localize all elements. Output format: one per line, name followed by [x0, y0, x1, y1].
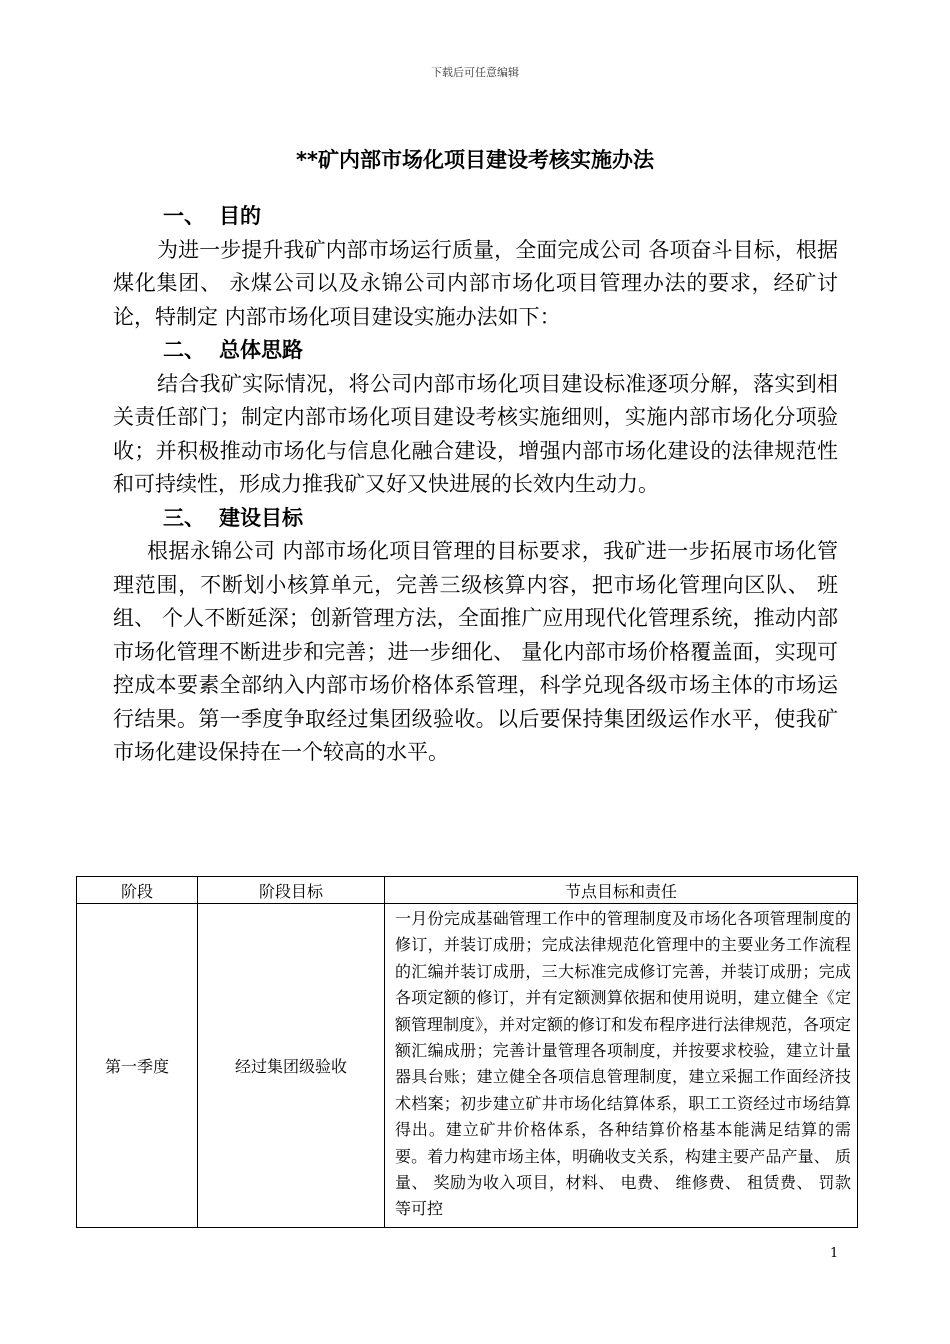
section-title: 建设目标	[219, 505, 303, 530]
section-number: 一、	[163, 204, 205, 228]
section-paragraph-3: 根据永锦公司 内部市场化项目管理的目标要求，我矿进一步拓展市场化管理范围，不断划小核算单元，完善三级核算内容，把市场化管理向区队、 班组、 个人不断延深；创新管理方法，全面推广应用现代化管理系统，推动内部市场化管理不断进步和完善；进一步细化、 量化内部市场价格覆盖面，实现可控成本要素全部纳入内部市场价格体系管理，科学兑现各级市场主体的市场运行结果。第一季度争取经过集团级验收。以后要保持集团级运作水平，使我矿市场化建设保持在一个较高的水平。	[113, 539, 838, 764]
responsibility-cell: 一月份完成基础管理工作中的管理制度及市场化各项管理制度的修订，并装订成册；完成法律规范化管理中的主要业务工作流程的汇编并装订成册，三大标准完成修订完善，并装订成册；完成各项定额的修订，并有定额测算依据和使用说明，建立健全《定额管理制度》，并对定额的修订和发布程序进行法律规范，各项定额汇编成册；完善计量管理各项制度，并按要求校验，建立计量器具台账；建立健全各项信息管理制度，建立采掘工作面经济技术档案；初步建立矿井市场化结算体系，职工工资经过市场结算得出。建立矿井价格体系，各种结算价格基本能满足结算的需要。着力构建市场主体，明确收支关系，构建主要产品产量、 质量、 奖励为收入项目，材料、 电费、 维修费、 租赁费、 罚款等可控	[385, 904, 858, 1228]
section-number: 二、	[163, 338, 205, 362]
section-heading-1	[113, 200, 838, 234]
stage-table	[76, 876, 858, 1228]
section-heading-3	[113, 502, 838, 536]
section-paragraph-2: 结合我矿实际情况，将公司内部市场化项目建设标准逐项分解，落实到相关责任部门；制定内部市场化项目建设考核实施细则，实施内部市场化分项验收；并积极推动市场化与信息化融合建设，增强内部市场化建设的法律规范性和可持续性，形成力推我矿又好又快进展的长效内生动力。	[113, 371, 838, 496]
document-body	[113, 200, 838, 770]
section-title: 总体思路	[219, 338, 303, 362]
table-header-row	[77, 877, 858, 904]
table-header-cell: 阶段	[77, 877, 198, 904]
section-title: 目的	[219, 204, 261, 228]
section-number: 三、	[163, 505, 205, 530]
header-note: 下载后可任意编辑	[431, 66, 519, 79]
stage-goal-cell: 经过集团级验收	[198, 904, 385, 1228]
table-row	[77, 904, 858, 1228]
section-paragraph-1: 为进一步提升我矿内部市场运行质量，全面完成公司 各项奋斗目标，根据煤化集团、 永煤公司以及永锦公司内部市场化项目管理办法的要求，经矿讨论，特制定 内部市场化项目建设实施办法如下：	[113, 237, 838, 329]
page-title: **矿内部市场化项目建设考核实施办法	[296, 148, 654, 172]
section-heading-2	[113, 334, 838, 368]
table-header-cell: 阶段目标	[198, 877, 385, 904]
stage-cell: 第一季度	[77, 904, 198, 1228]
table-header-cell: 节点目标和责任	[385, 877, 858, 904]
page-number: 1	[830, 1246, 839, 1261]
